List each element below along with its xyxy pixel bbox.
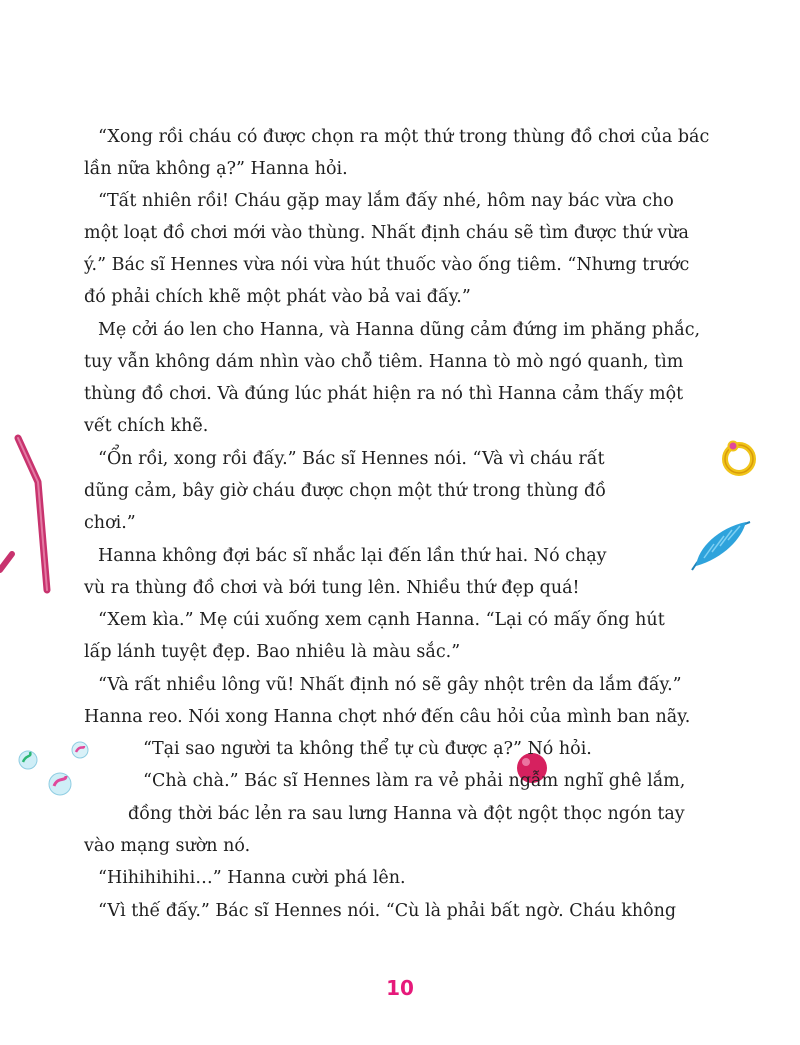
text-line-10: vết chích khẽ.: [84, 416, 209, 436]
text-line-12: dũng cảm, bây giờ cháu được chọn một thứ trong thùng đồ: [84, 481, 606, 501]
text-line-17: lấp lánh tuyệt đẹp. Bao nhiêu là màu sắc.”: [84, 642, 461, 662]
text-line-16: “Xem kìa.” Mẹ cúi xuống xem cạnh Hanna. “Lại có mấy ống hút: [98, 610, 665, 630]
text-line-9: thùng đồ chơi. Và đúng lúc phát hiện ra nó thì Hanna cảm thấy một: [84, 384, 684, 404]
text-line-24: “Hihihihihi…” Hanna cười phá lên.: [98, 868, 406, 888]
text-line-13: chơi.”: [84, 513, 136, 533]
page-number: 10: [386, 976, 414, 1000]
text-line-1: “Xong rồi cháu có được chọn ra một thứ trong thùng đồ chơi của bác: [98, 127, 710, 147]
text-line-8: tuy vẫn không dám nhìn vào chỗ tiêm. Hanna tò mò ngó quanh, tìm: [84, 352, 684, 372]
text-line-18: “Và rất nhiều lông vũ! Nhất định nó sẽ gây nhột trên da lắm đấy.”: [98, 675, 682, 695]
text-line-15: vù ra thùng đồ chơi và bới tung lên. Nhiều thứ đẹp quá!: [84, 578, 580, 598]
text-line-2: lần nữa không ạ?” Hanna hỏi.: [84, 159, 348, 179]
text-line-5: ý.” Bác sĩ Hennes vừa nói vừa hút thuốc vào ống tiêm. “Nhưng trước: [84, 255, 690, 275]
text-line-4: một loạt đồ chơi mới vào thùng. Nhất định cháu sẽ tìm được thứ vừa: [84, 223, 689, 243]
text-line-14: Hanna không đợi bác sĩ nhắc lại đến lần thứ hai. Nó chạy: [98, 546, 607, 566]
text-line-11: “Ổn rồi, xong rồi đấy.” Bác sĩ Hennes nói. “Và vì cháu rất: [98, 449, 605, 469]
text-line-19: Hanna reo. Nói xong Hanna chợt nhớ đến câu hỏi của mình ban nãy.: [84, 707, 691, 727]
text-line-21: “Chà chà.” Bác sĩ Hennes làm ra vẻ phải ngẫm nghĩ ghê lắm,: [143, 771, 686, 791]
text-line-23: vào mạng sườn nó.: [84, 836, 251, 856]
text-line-22: đồng thời bác lẻn ra sau lưng Hanna và đột ngột thọc ngón tay: [128, 804, 685, 824]
text-line-3: “Tất nhiên rồi! Cháu gặp may lắm đấy nhé, hôm nay bác vừa cho: [98, 191, 674, 211]
text-line-7: Mẹ cởi áo len cho Hanna, và Hanna dũng cảm đứng im phăng phắc,: [98, 320, 701, 340]
text-line-20: “Tại sao người ta không thể tự cù được ạ?” Nó hỏi.: [143, 739, 592, 759]
text-line-6: đó phải chích khẽ một phát vào bả vai đấy.”: [84, 287, 471, 307]
text-line-25: “Vì thế đấy.” Bác sĩ Hennes nói. “Cù là phải bất ngờ. Cháu không: [98, 901, 677, 921]
